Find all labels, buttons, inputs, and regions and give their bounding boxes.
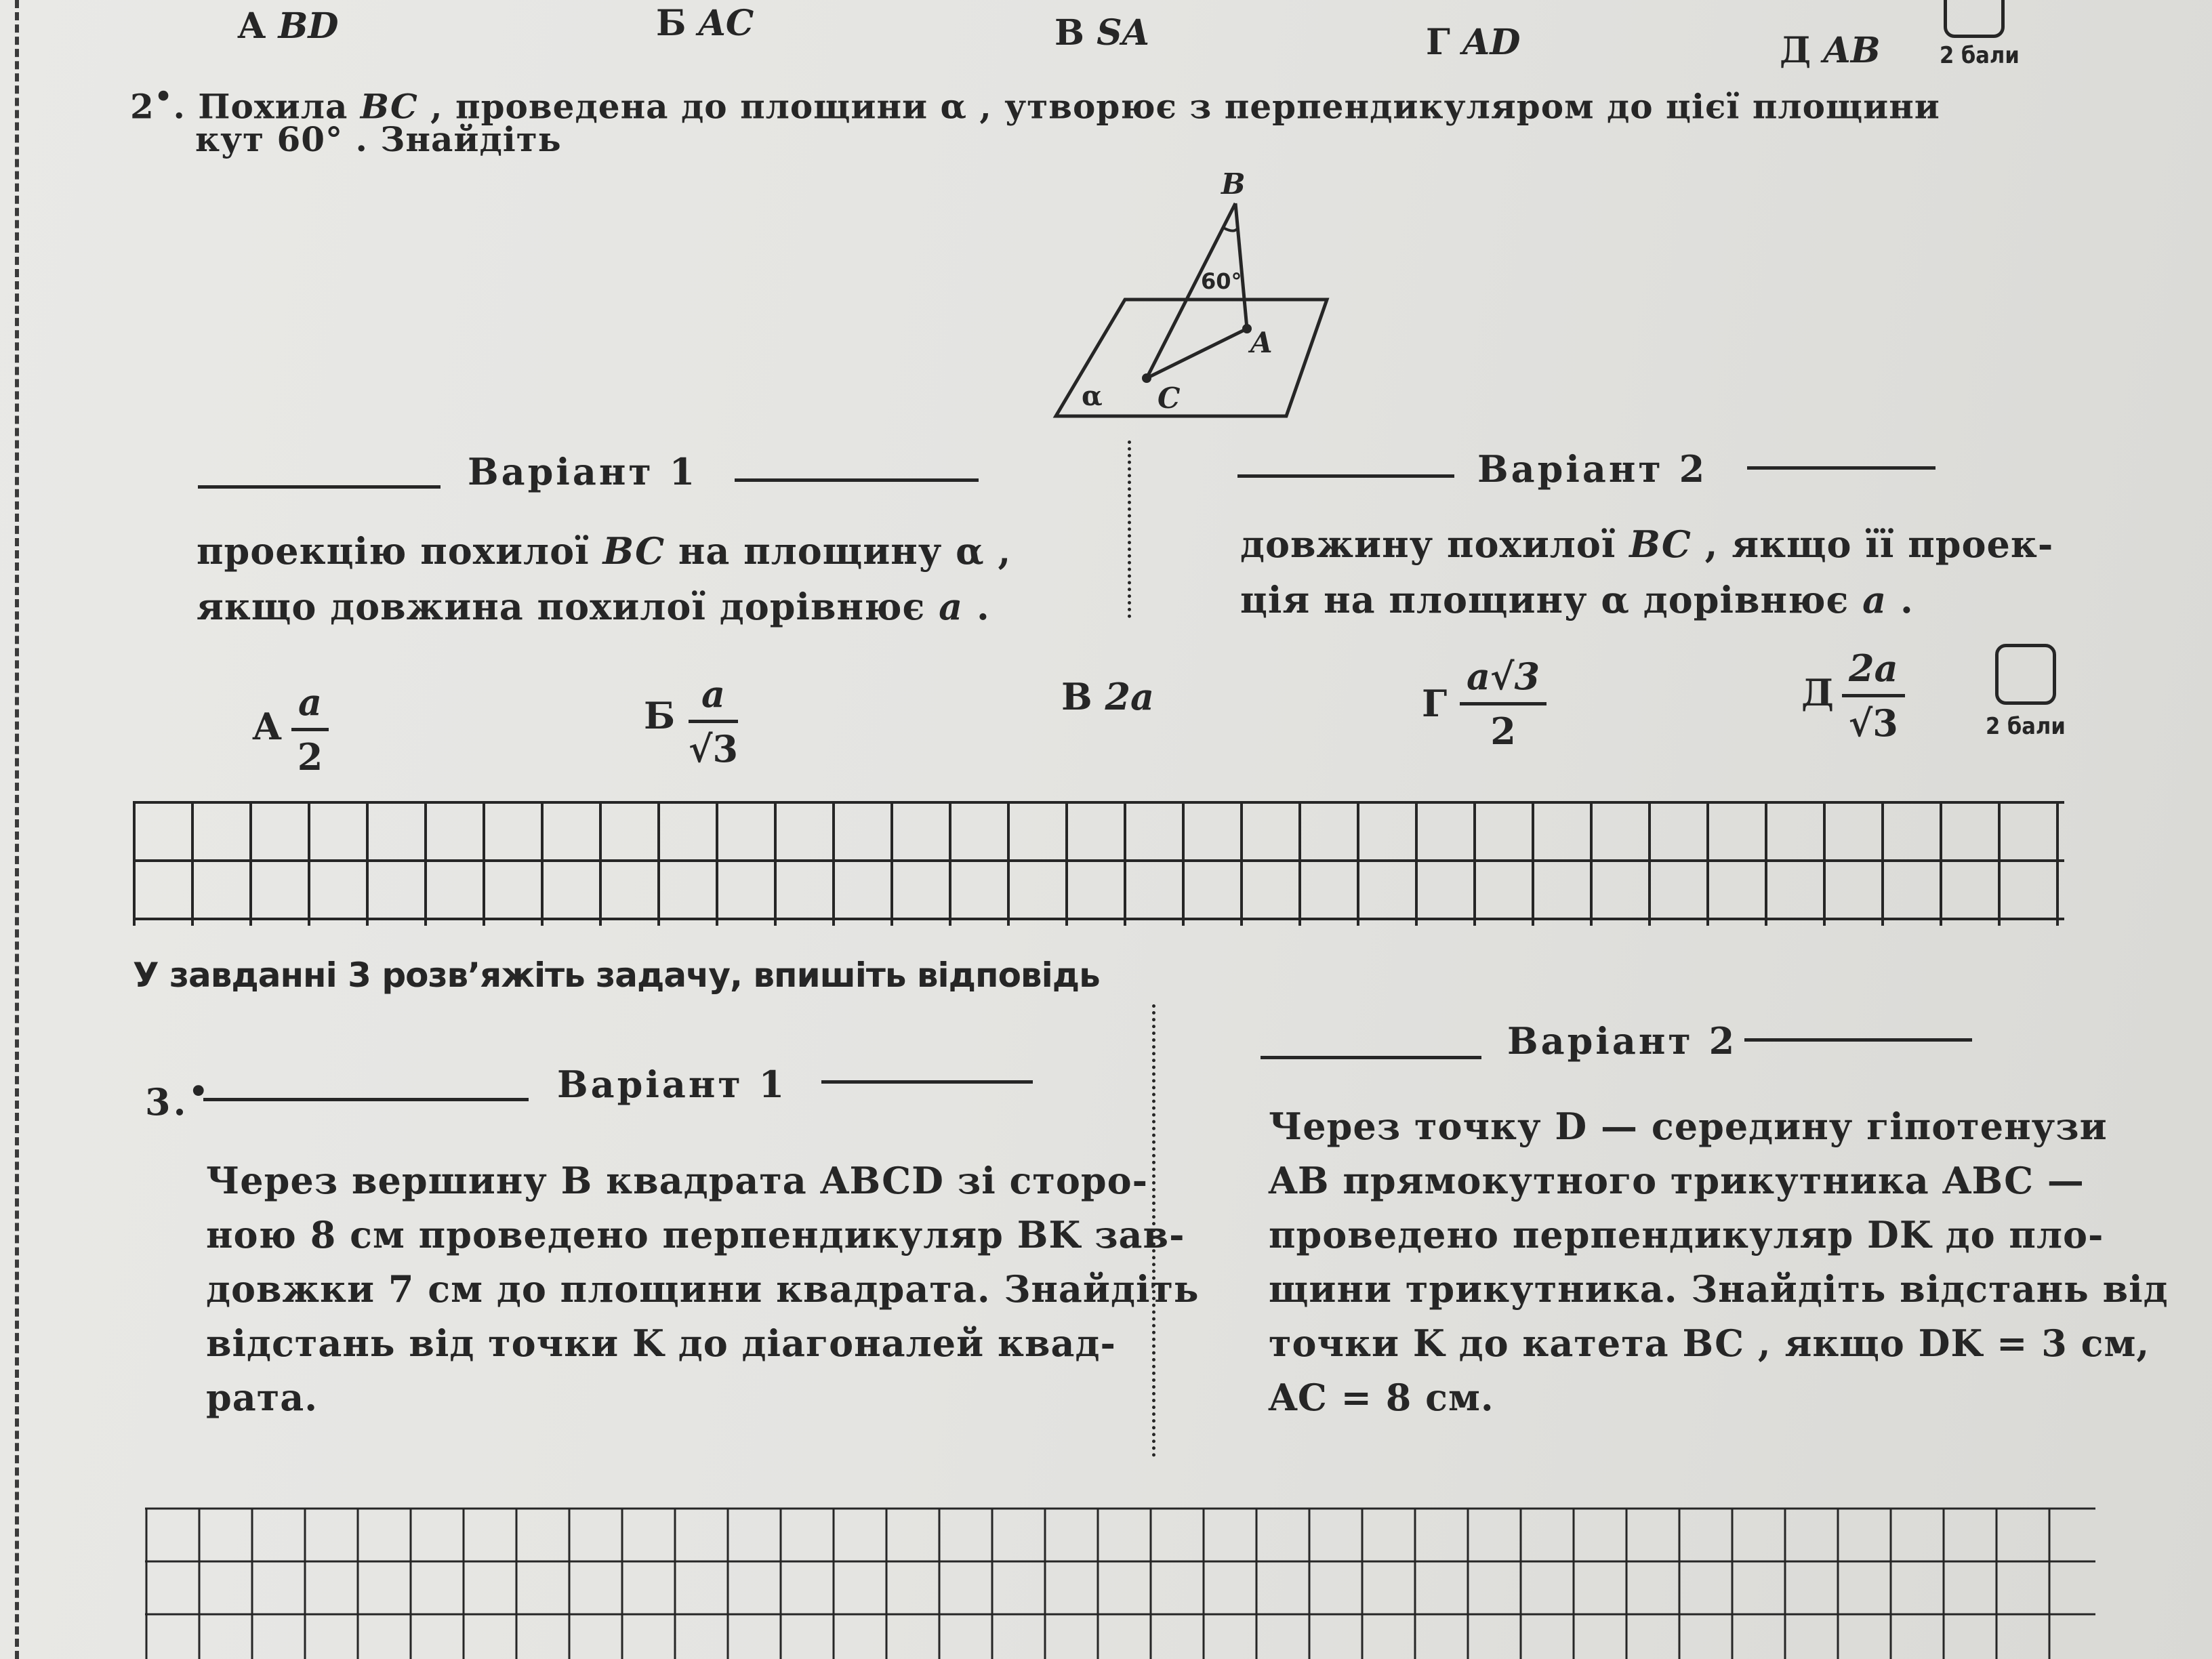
variant1-rule-left: [198, 485, 441, 489]
text-line: довжину похилої BC , якщо її проек-: [1240, 523, 2054, 566]
task3-variant1-rule-left: [203, 1098, 529, 1101]
task2-line1: 2•. Похила BC , проведена до площини α , утворює з перпендикуляром до цієї площини: [130, 80, 1940, 127]
variant2-rule-right: [1747, 466, 1936, 470]
task2-line2: кут 60° . Знайдіть: [195, 119, 562, 159]
binding-perforation: [15, 0, 19, 1659]
task2-column-divider: [1128, 441, 1131, 618]
label-C: C: [1158, 382, 1181, 415]
task3-variant2-rule-left: [1261, 1056, 1481, 1059]
option-letter: Б: [656, 3, 687, 44]
option-value: AB: [1823, 30, 1881, 71]
text-line: проведено перпендикуляр DK до пло-: [1269, 1213, 2104, 1256]
top-option-e: [1780, 30, 1881, 71]
text-line: рата.: [206, 1376, 318, 1419]
section3-instruction: У завданні 3 розв’яжіть задачу, впишіть відповідь: [133, 956, 1100, 995]
option-letter: В: [1054, 12, 1084, 54]
option-a-fraction: $\frac{a}{2}$: [291, 680, 329, 779]
top-option-a: [237, 5, 339, 47]
perpendicular-BA: [1235, 203, 1247, 329]
label-B: B: [1221, 167, 1246, 201]
task3-variant1-rule-right: [821, 1080, 1033, 1084]
text-line: довжки 7 см до площини квадрата. Знайдіть: [206, 1267, 1200, 1311]
option-e-fraction: $\frac{2a}{√3}$: [1842, 647, 1905, 745]
text-line: щини трикутника. Знайдіть відстань від: [1269, 1267, 2169, 1311]
option-value: BD: [278, 5, 339, 47]
option-letter: А: [237, 5, 266, 47]
task2-variant1-text: [197, 523, 1011, 634]
variant1-rule-right: [735, 478, 979, 482]
text-line: точки K до катета BC , якщо DK = 3 см,: [1269, 1322, 2150, 1365]
answer-box-top[interactable]: [1944, 0, 2005, 38]
angle-arc: [1223, 228, 1237, 231]
option-a-letter: А: [252, 705, 282, 748]
point-C-dot: [1142, 373, 1151, 383]
task3-variant2-text: [1269, 1099, 2169, 1425]
answer-grid-task2[interactable]: [133, 745, 2067, 927]
top-option-b: [656, 3, 754, 44]
task2-variant2-text: [1240, 516, 2053, 628]
text-line: ною 8 см проведено перпендикуляр BK зав-: [206, 1213, 1185, 1256]
text-line: якщо довжина похилої дорівнює a .: [197, 585, 990, 628]
task2-variant1-title: Варіант 1: [468, 450, 698, 493]
text-line: Через точку D — середину гіпотенузи: [1269, 1105, 2108, 1148]
option-value: AD: [1462, 22, 1521, 63]
option-d-letter: Г: [1422, 682, 1448, 725]
points-label-top: 2 бали: [1940, 42, 2020, 69]
label-A: A: [1250, 326, 1273, 359]
option-value: AC: [698, 3, 754, 44]
option-letter: Г: [1426, 22, 1450, 63]
option-b-letter: Б: [644, 694, 676, 737]
text-line: відстань від точки K до діагоналей квад-: [206, 1322, 1116, 1365]
text-line: проекцію похилої BC на площину α ,: [197, 529, 1012, 573]
task3-variant1-text: [206, 1153, 1200, 1425]
task3-variant1-title: Варіант 1: [557, 1063, 787, 1106]
task3-number: 3.•: [145, 1073, 211, 1124]
label-alpha: α: [1082, 380, 1103, 412]
text-line: ція на площину α дорівнює a .: [1240, 578, 1914, 621]
option-c: В 2a: [1061, 675, 1155, 718]
answer-box-task2[interactable]: [1995, 644, 2056, 705]
task2-number: 2: [130, 86, 155, 127]
option-d-fraction: $\frac{a√3}{2}$: [1460, 655, 1547, 753]
text-line: AB прямокутного трикутника ABC —: [1269, 1159, 2085, 1202]
option-value: SA: [1097, 12, 1149, 54]
top-option-d: [1426, 22, 1520, 63]
top-option-c: [1054, 12, 1149, 54]
points-label-task2: 2 бали: [1986, 713, 2066, 740]
option-e-letter: Д: [1801, 671, 1835, 714]
text-line: AC = 8 см.: [1269, 1376, 1494, 1419]
task2-mark: •: [154, 80, 173, 113]
task2-variant2-title: Варіант 2: [1477, 447, 1708, 491]
task3-variant2-rule-right: [1744, 1038, 1972, 1042]
label-angle: 60°: [1201, 268, 1242, 294]
projection-CA: [1147, 329, 1247, 378]
text-line: Через вершину B квадрата ABCD зі сторо-: [206, 1159, 1149, 1202]
option-b-fraction: $\frac{a}{√3}$: [689, 672, 739, 771]
variant2-rule-left: [1237, 474, 1454, 478]
answer-grid-task3[interactable]: [145, 1389, 2097, 1659]
option-letter: Д: [1780, 30, 1811, 71]
task3-variant2-title: Варіант 2: [1507, 1019, 1738, 1063]
geometry-figure: [1044, 163, 1342, 434]
